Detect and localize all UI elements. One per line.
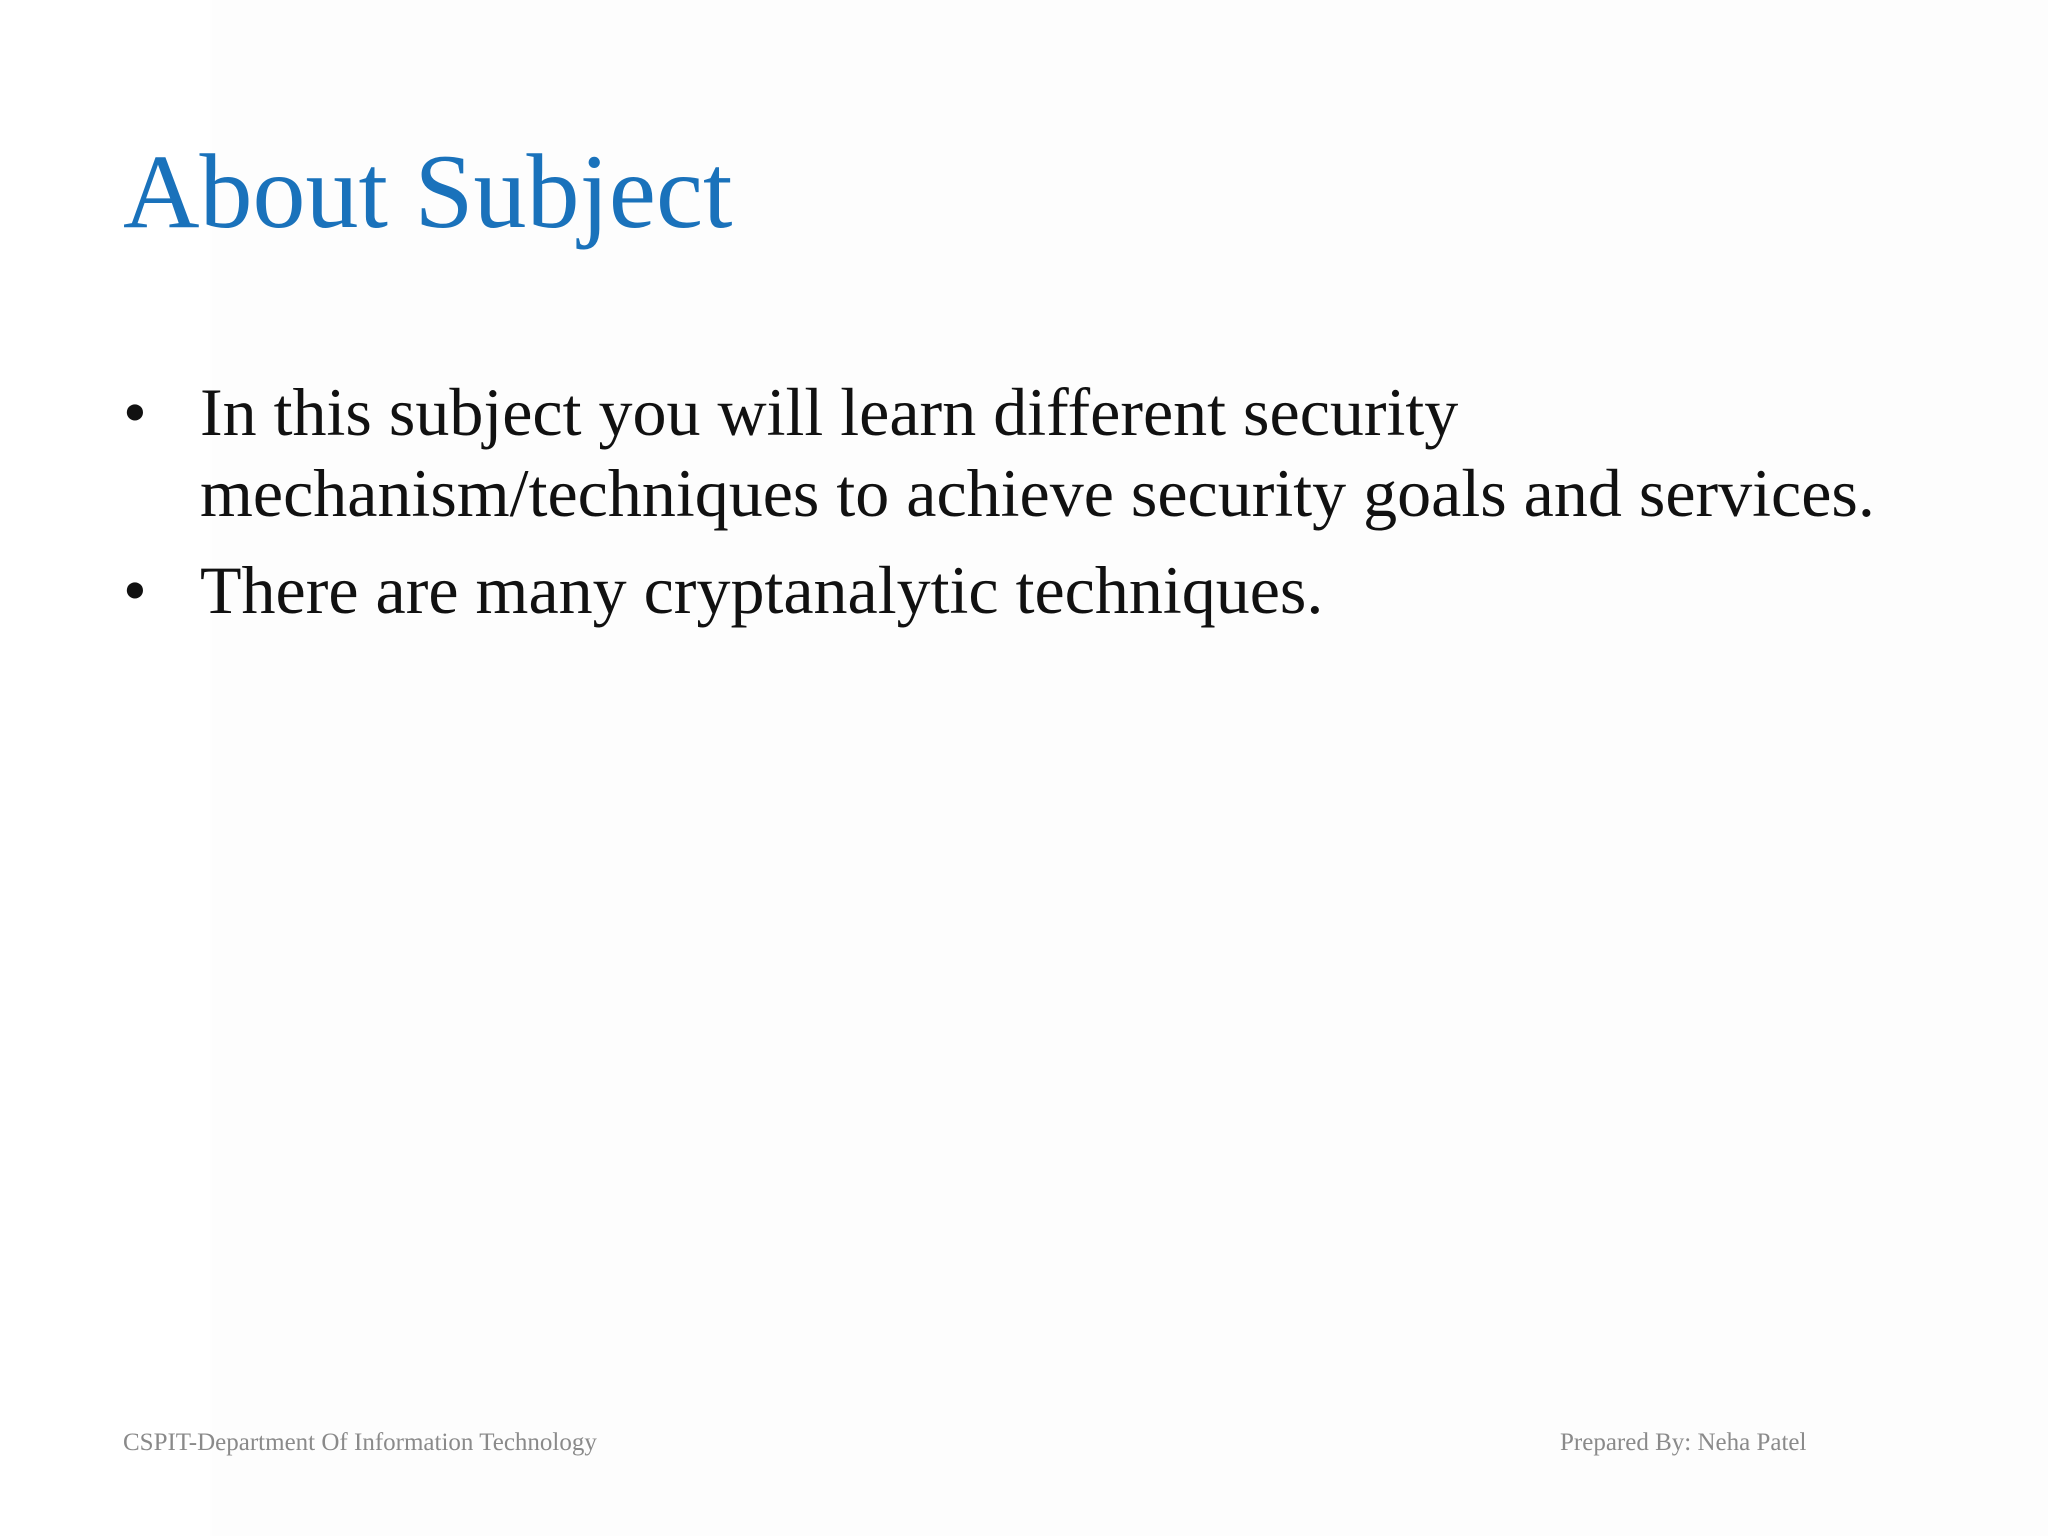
bullet-text: In this subject you will learn different security mechanism/techniques to achieve security goals and services. <box>200 374 1875 531</box>
slide-title: About Subject <box>123 133 733 250</box>
bullet-text: There are many cryptanalytic techniques. <box>200 552 1324 628</box>
bullet-item <box>123 372 2003 534</box>
bullet-marker: • <box>123 552 147 628</box>
footer-department: CSPIT-Department Of Information Technology <box>123 1429 597 1456</box>
footer-author: Prepared By: Neha Patel <box>1560 1429 1807 1456</box>
bullet-item <box>123 550 2003 631</box>
bullet-list <box>123 372 2003 647</box>
bullet-marker: • <box>123 374 147 450</box>
